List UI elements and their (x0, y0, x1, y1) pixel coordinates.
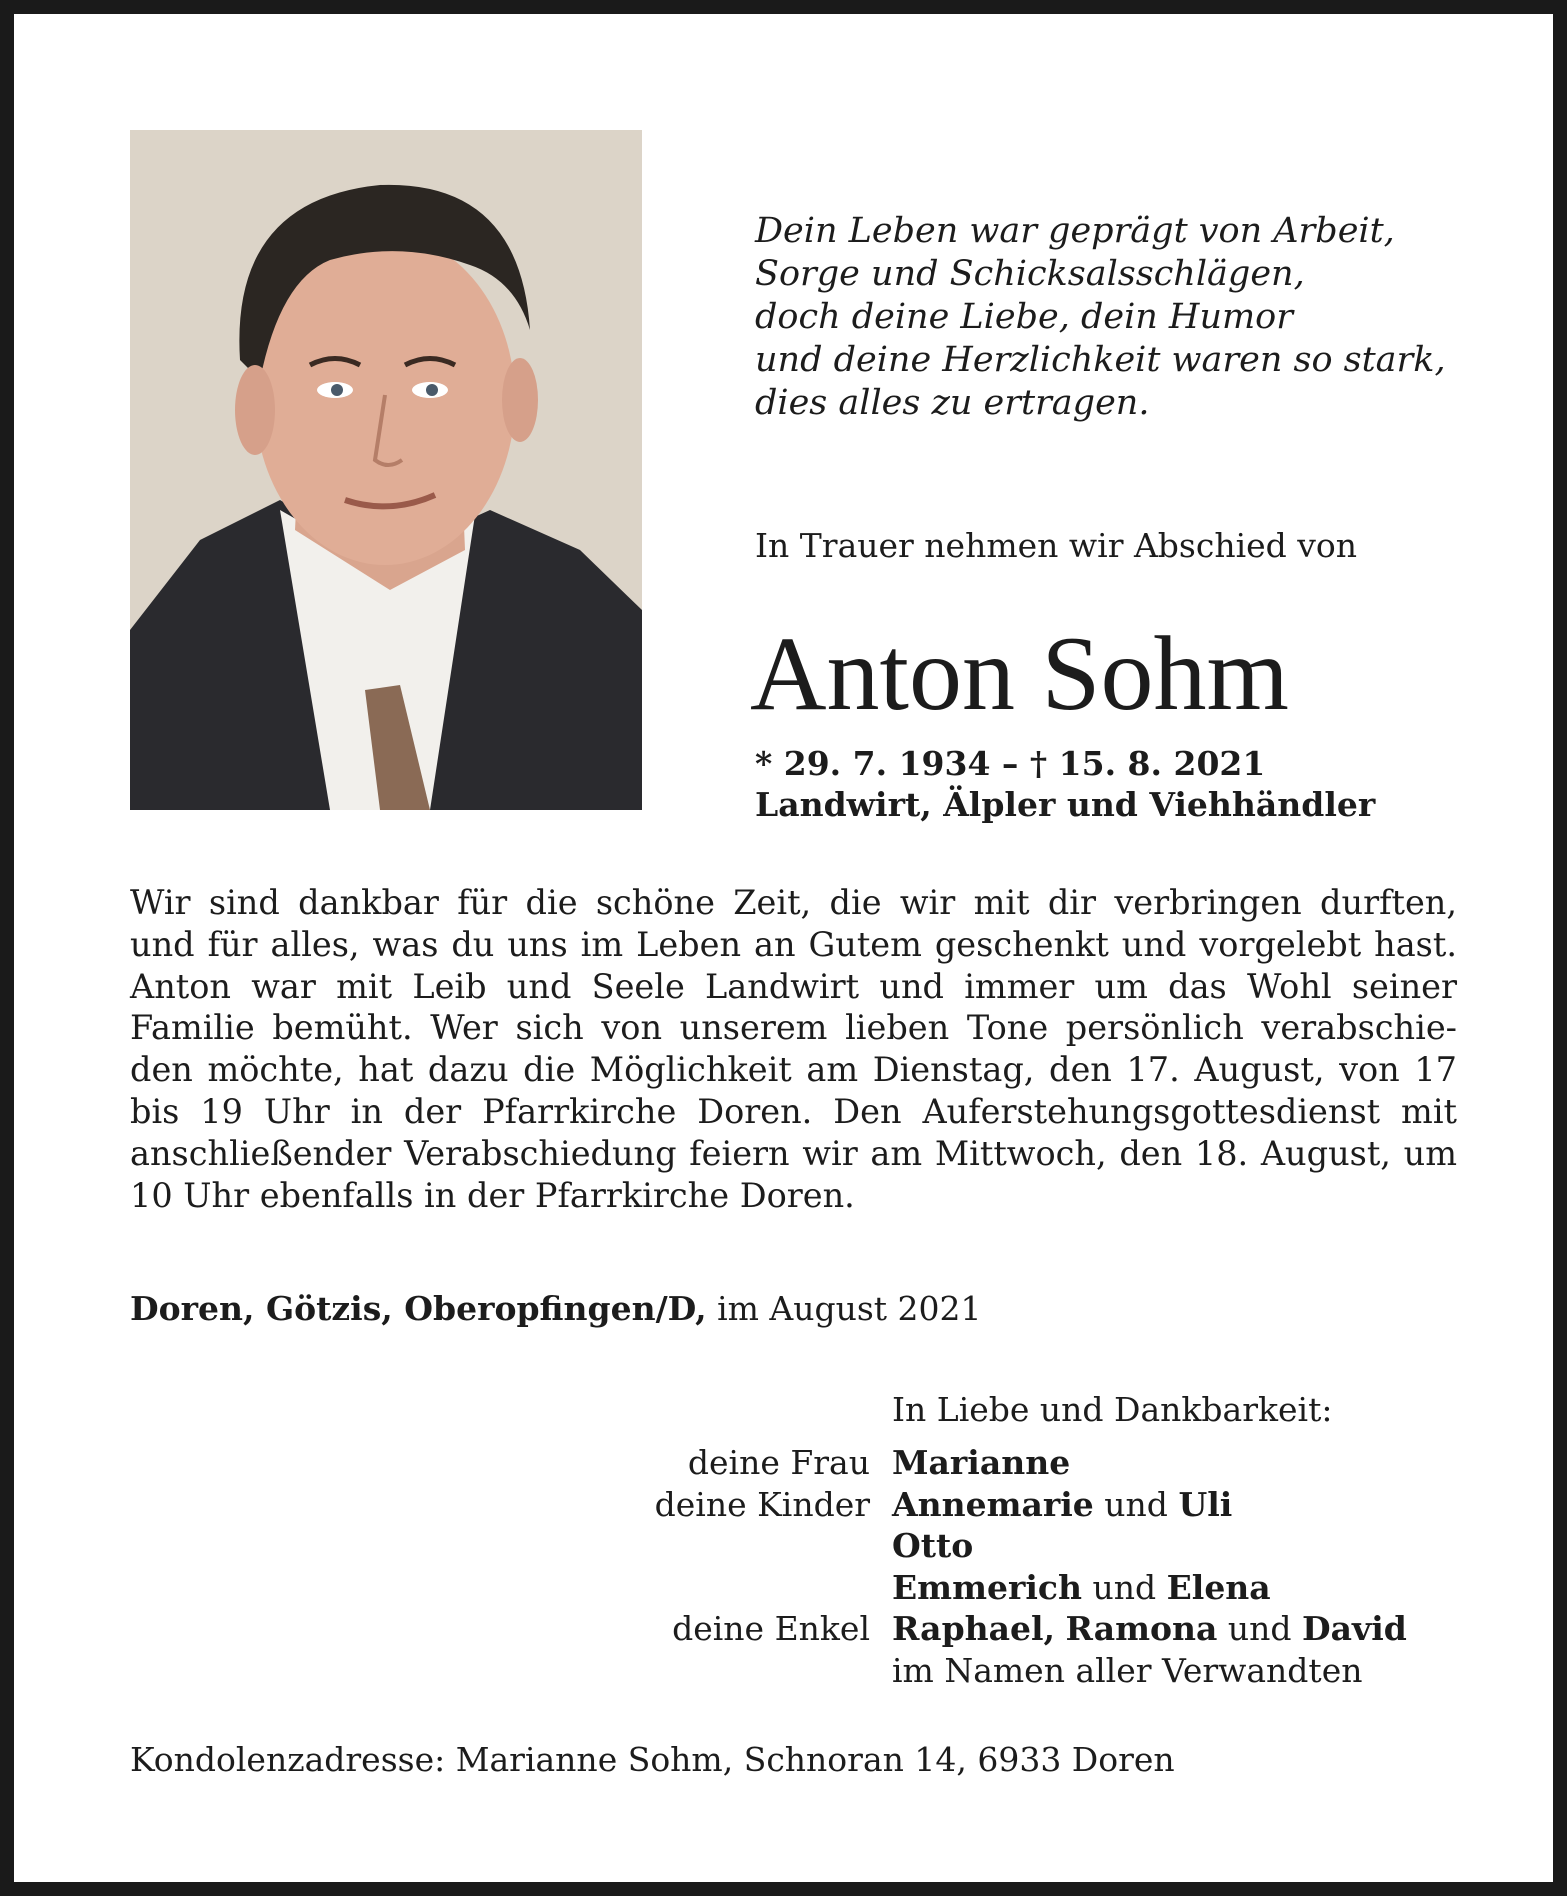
conjunction: und (1082, 1567, 1167, 1607)
portrait-photo (130, 130, 642, 810)
body-line: Anton war mit Leib und Seele Landwirt und immer um das Wohl seiner (130, 966, 1457, 1006)
quote-line: und deine Herzlichkeit waren so stark, (755, 340, 1446, 380)
relation-label: deine Kinder (654, 1484, 870, 1524)
life-dates: * 29. 7. 1934 – † 15. 8. 2021 (755, 744, 1266, 783)
family-name: Marianne (892, 1443, 1071, 1482)
place-and-date (130, 1289, 982, 1329)
body-line: bis 19 Uhr in der Pfarrkirche Doren. Den Auferstehungsgottesdienst mit (130, 1091, 1457, 1131)
family-row-children (14, 1484, 1553, 1526)
family-name: Emmerich (892, 1567, 1082, 1607)
place-towns: Doren, Götzis, Oberopfingen/D, (130, 1289, 707, 1328)
body-line: und für alles, was du uns im Leben an Gutem geschenkt und vorgelebt hast. (130, 924, 1457, 964)
relation-label: deine Enkel (672, 1609, 870, 1648)
mourning-intro: In Trauer nehmen wir Abschied von (755, 526, 1358, 565)
relation-names (892, 1567, 1271, 1609)
family-name: Otto (892, 1526, 974, 1565)
relation-names (892, 1484, 1232, 1526)
family-name: Uli (1178, 1484, 1233, 1524)
quote-line: Dein Leben war geprägt von Arbeit, (755, 211, 1395, 251)
relation-names (892, 1608, 1407, 1650)
family-row-wife (14, 1442, 1553, 1484)
relatives-line: im Namen aller Verwandten (892, 1650, 1363, 1690)
body-paragraph (130, 882, 1457, 1216)
conjunction: und (1093, 1484, 1179, 1524)
family-row-relatives (14, 1650, 1553, 1692)
body-line: anschließender Verabschiedung feiern wir am Mittwoch, den 18. August, um (130, 1133, 1457, 1173)
family-list (14, 1442, 1553, 1691)
signoff: In Liebe und Dankbarkeit: (892, 1390, 1333, 1429)
place-date: im August 2021 (706, 1289, 982, 1328)
quote-line: dies alles zu ertragen. (755, 383, 1150, 423)
family-row-child (14, 1567, 1553, 1609)
relation-names (892, 1442, 1070, 1484)
family-name: Annemarie (892, 1484, 1094, 1524)
portrait-illustration (130, 130, 642, 810)
obituary-card (14, 14, 1553, 1882)
relation-names (892, 1525, 973, 1567)
body-line: Familie bemüht. Wer sich von unserem lieben Tone persönlich verabschie- (130, 1008, 1457, 1048)
relation-label: deine Frau (687, 1443, 870, 1482)
memorial-quote (755, 210, 1446, 425)
conjunction: und (1217, 1609, 1303, 1648)
family-name: Elena (1166, 1567, 1271, 1607)
family-row-child (14, 1525, 1553, 1567)
quote-line: Sorge und Schicksalsschlägen, (755, 254, 1305, 294)
family-row-grandchildren (14, 1608, 1553, 1650)
family-name: Ramona (1065, 1609, 1218, 1648)
family-name: Raphael, (892, 1609, 1056, 1648)
body-line: Wir sind dankbar für die schöne Zeit, die wir mit dir verbringen durften, (130, 883, 1457, 922)
family-name: David (1302, 1609, 1407, 1648)
body-line: den möchte, hat dazu die Möglichkeit am Dienstag, den 17. August, von 17 (130, 1050, 1457, 1090)
deceased-name: Anton Sohm (750, 615, 1289, 732)
quote-line: doch deine Liebe, dein Humor (755, 297, 1293, 337)
body-line: 10 Uhr ebenfalls in der Pfarrkirche Doren. (130, 1175, 855, 1215)
condolence-address: Kondolenzadresse: Marianne Sohm, Schnoran 14, 6933 Doren (130, 1740, 1175, 1779)
occupation: Landwirt, Älpler und Viehhändler (755, 785, 1376, 824)
